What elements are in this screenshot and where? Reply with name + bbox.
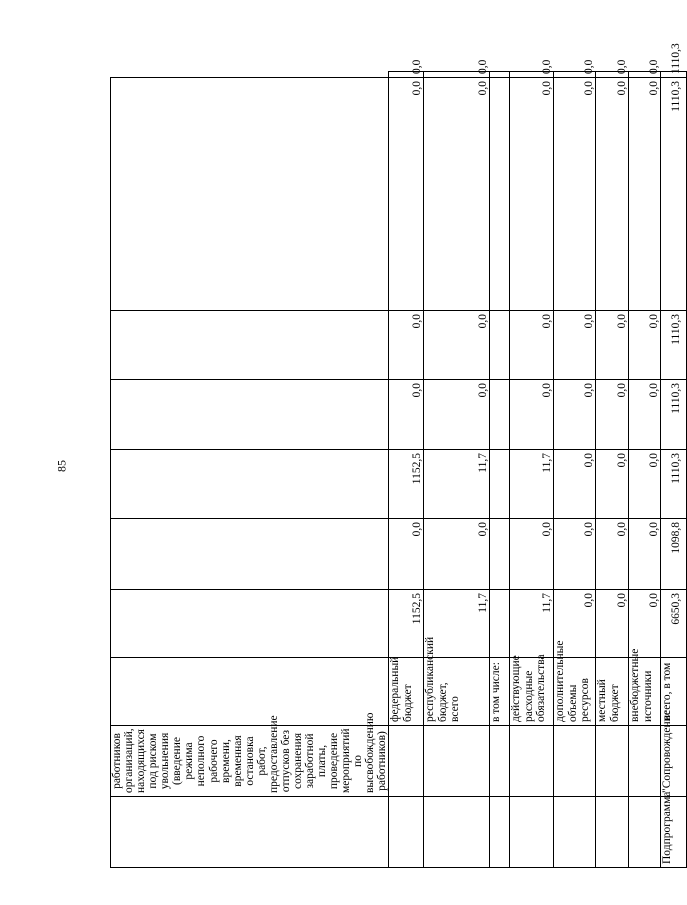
value-cell: 0,0 xyxy=(629,590,661,658)
value-cell xyxy=(490,519,510,590)
value-cell: 1152,5 xyxy=(389,450,424,519)
value-cell xyxy=(490,72,510,78)
rotated-page-content xyxy=(110,43,683,868)
source-cell: федеральный бюджет xyxy=(389,658,424,726)
cell-blank xyxy=(629,797,661,868)
value-cell: 0,0 xyxy=(389,380,424,450)
value-cell: 0,0 xyxy=(596,78,629,311)
cell-blank xyxy=(111,519,389,590)
table-row xyxy=(629,72,661,868)
measure-name-cell: работников организаций, находящихся под риском увольнения (введение режима неполного рабочего времени, временная остановка работ, предоставление отпусков без сохранения заработной платы, проведение мероприятий по высвобождению работников) xyxy=(111,726,389,797)
cell-blank xyxy=(111,311,389,380)
cell-blank xyxy=(490,797,510,868)
page-number: 85 xyxy=(54,460,69,472)
value-cell: 0,0 xyxy=(629,450,661,519)
value-cell: 0,0 xyxy=(554,78,596,311)
table-row xyxy=(554,72,596,868)
table-row xyxy=(389,72,424,868)
row-label-cell: Подпрограмма xyxy=(661,797,687,868)
value-cell: 0,0 xyxy=(510,380,554,450)
cell-blank xyxy=(554,726,596,797)
value-cell xyxy=(490,450,510,519)
value-cell: 0,0 xyxy=(596,72,629,78)
value-cell: 0,0 xyxy=(510,78,554,311)
subprogram-name-cell: "Сопровождение xyxy=(661,726,687,797)
value-cell: 0,0 xyxy=(629,519,661,590)
value-cell: 6650,3 xyxy=(661,590,687,658)
value-cell: 0,0 xyxy=(510,519,554,590)
value-cell: 1152,5 xyxy=(389,590,424,658)
cell-blank xyxy=(389,797,424,868)
cell-blank xyxy=(424,726,490,797)
value-cell: 0,0 xyxy=(629,78,661,311)
value-cell: 0,0 xyxy=(554,72,596,78)
value-cell: 1110,3 xyxy=(661,78,687,311)
value-cell: 0,0 xyxy=(629,311,661,380)
cell-blank xyxy=(510,726,554,797)
value-cell: 0,0 xyxy=(629,72,661,78)
value-cell: 0,0 xyxy=(596,450,629,519)
cell-blank xyxy=(111,450,389,519)
value-cell: 0,0 xyxy=(554,311,596,380)
cell-blank xyxy=(111,78,389,311)
source-cell: внебюджетные источники xyxy=(629,658,661,726)
cell-blank xyxy=(554,797,596,868)
value-cell xyxy=(490,311,510,380)
value-cell: 1110,3 xyxy=(661,380,687,450)
value-cell: 11,7 xyxy=(424,590,490,658)
value-cell: 1110,3 xyxy=(661,311,687,380)
value-cell: 0,0 xyxy=(596,590,629,658)
value-cell: 0,0 xyxy=(510,72,554,78)
value-cell: 11,7 xyxy=(510,450,554,519)
value-cell: 0,0 xyxy=(596,380,629,450)
value-cell: 0,0 xyxy=(424,380,490,450)
cell-blank xyxy=(111,590,389,658)
value-cell xyxy=(490,590,510,658)
table-row xyxy=(424,72,490,868)
value-cell xyxy=(490,380,510,450)
value-cell: 0,0 xyxy=(554,380,596,450)
source-cell: всего, в том xyxy=(661,658,687,726)
source-cell: в том числе: xyxy=(490,658,510,726)
value-cell: 0,0 xyxy=(389,311,424,380)
cell-blank xyxy=(596,726,629,797)
value-cell: 0,0 xyxy=(389,72,424,78)
source-cell: республиканский бюджет, всего xyxy=(424,658,490,726)
value-cell: 1110,3 xyxy=(661,450,687,519)
source-cell: действующие расходные обязательства xyxy=(510,658,554,726)
value-cell: 0,0 xyxy=(554,590,596,658)
funding-table xyxy=(110,43,687,868)
value-cell: 11,7 xyxy=(510,590,554,658)
cell-blank xyxy=(111,380,389,450)
table-row xyxy=(510,72,554,868)
value-cell: 0,0 xyxy=(596,311,629,380)
cell-blank xyxy=(111,658,389,726)
table-row-measure xyxy=(111,72,389,868)
value-cell: 0,0 xyxy=(554,519,596,590)
value-cell: 1098,8 xyxy=(661,519,687,590)
value-cell: 0,0 xyxy=(424,519,490,590)
value-cell: 0,0 xyxy=(389,78,424,311)
table-row xyxy=(490,72,510,868)
cell-blank xyxy=(629,726,661,797)
cell-blank xyxy=(389,726,424,797)
value-cell: 1110,3 xyxy=(661,72,687,78)
cell-blank xyxy=(111,797,389,868)
value-cell: 0,0 xyxy=(629,380,661,450)
source-cell: местный бюджет xyxy=(596,658,629,726)
value-cell: 11,7 xyxy=(424,450,490,519)
cell-blank xyxy=(490,726,510,797)
value-cell: 0,0 xyxy=(554,450,596,519)
cell-blank xyxy=(510,797,554,868)
cell-blank xyxy=(424,797,490,868)
value-cell: 0,0 xyxy=(424,78,490,311)
value-cell: 0,0 xyxy=(424,311,490,380)
value-cell xyxy=(490,78,510,311)
value-cell: 0,0 xyxy=(424,72,490,78)
value-cell: 0,0 xyxy=(596,519,629,590)
cell-blank xyxy=(596,797,629,868)
value-cell: 0,0 xyxy=(389,519,424,590)
value-cell: 0,0 xyxy=(510,311,554,380)
table-row xyxy=(596,72,629,868)
table-row-subprogram xyxy=(661,72,687,868)
source-cell: дополнительные объемы ресурсов xyxy=(554,658,596,726)
